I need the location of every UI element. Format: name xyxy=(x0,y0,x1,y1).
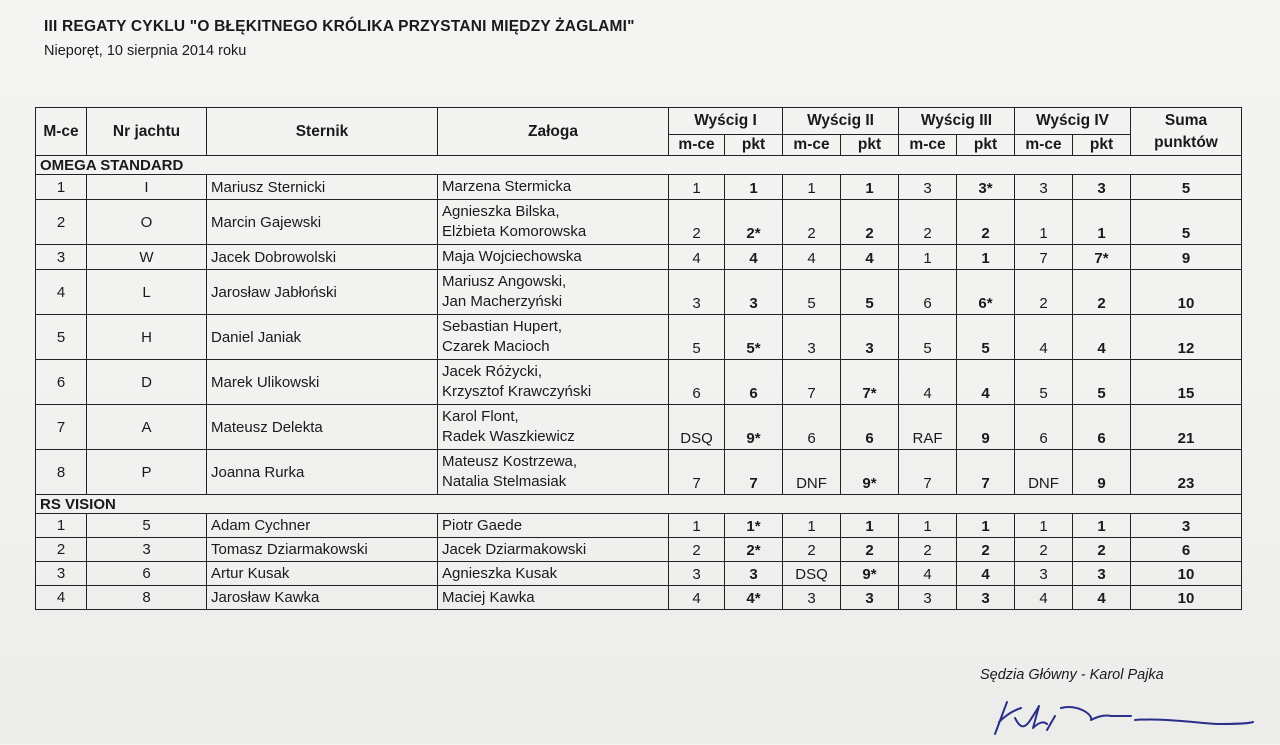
race-4-points-cell: 4 xyxy=(1073,586,1131,610)
subheader-race-points-1: pkt xyxy=(725,135,783,156)
crew-member: Piotr Gaede xyxy=(442,516,523,534)
race-4-place-cell: 6 xyxy=(1015,405,1073,450)
crew-member: Maja Wojciechowska xyxy=(442,248,582,265)
crew-member: Czarek Macioch xyxy=(442,338,550,355)
table-body xyxy=(36,156,1242,610)
race-2-place-cell: 1 xyxy=(783,175,841,200)
yacht-number-cell: 3 xyxy=(87,538,207,562)
race-3-place-cell: 1 xyxy=(899,514,957,538)
race-4-place-cell: 3 xyxy=(1015,175,1073,200)
col-header-crew: Załoga xyxy=(438,108,669,156)
crew-cell xyxy=(438,450,669,495)
total-points-cell: 5 xyxy=(1131,175,1242,200)
race-2-points-cell: 5 xyxy=(841,270,899,315)
subheader-race-points-3: pkt xyxy=(957,135,1015,156)
race-2-place-cell: 1 xyxy=(783,514,841,538)
crew-cell xyxy=(438,405,669,450)
race-4-points-cell: 3 xyxy=(1073,562,1131,586)
race-1-place-cell: 1 xyxy=(669,514,725,538)
yacht-number-cell: 8 xyxy=(87,586,207,610)
race-1-place-cell: 3 xyxy=(669,270,725,315)
crew-member: Jacek Różycki, xyxy=(442,363,543,380)
total-points-cell: 9 xyxy=(1131,245,1242,270)
skipper-cell: Mariusz Sternicki xyxy=(207,175,438,200)
subheader-race-place-3: m-ce xyxy=(899,135,957,156)
crew-member: Mariusz Angowski, xyxy=(442,273,567,290)
col-header-race-1: Wyścig I xyxy=(669,108,783,135)
chief-judge-label: Sędzia Główny - Karol Pajka xyxy=(980,667,1164,683)
table-row xyxy=(36,245,1242,270)
race-3-place-cell: 4 xyxy=(899,360,957,405)
race-1-points-cell: 7 xyxy=(725,450,783,495)
crew-member: Sebastian Hupert, xyxy=(442,318,563,335)
race-4-place-cell: 5 xyxy=(1015,360,1073,405)
subheader-race-place-2: m-ce xyxy=(783,135,841,156)
race-3-points-cell: 1 xyxy=(957,245,1015,270)
place-cell: 4 xyxy=(36,586,87,610)
crew-cell xyxy=(438,175,669,200)
col-header-yacht-no: Nr jachtu xyxy=(87,108,207,156)
race-3-points-cell: 9 xyxy=(957,405,1015,450)
yacht-number-cell: 5 xyxy=(87,514,207,538)
race-2-place-cell: 2 xyxy=(783,538,841,562)
race-2-points-cell: 3 xyxy=(841,586,899,610)
total-points-cell: 5 xyxy=(1131,200,1242,245)
crew-member: Marzena Stermicka xyxy=(442,178,572,195)
section-title: RS VISION xyxy=(36,495,1242,514)
skipper-cell: Jarosław Jabłoński xyxy=(207,270,438,315)
race-1-place-cell: 3 xyxy=(669,562,725,586)
race-2-place-cell: 6 xyxy=(783,405,841,450)
total-points-cell: 12 xyxy=(1131,315,1242,360)
race-1-points-cell: 1 xyxy=(725,175,783,200)
table-row xyxy=(36,562,1242,586)
crew-cell xyxy=(438,200,669,245)
col-header-skipper: Sternik xyxy=(207,108,438,156)
subheader-race-place-4: m-ce xyxy=(1015,135,1073,156)
race-3-points-cell: 5 xyxy=(957,315,1015,360)
place-cell: 1 xyxy=(36,514,87,538)
race-1-place-cell: 6 xyxy=(669,360,725,405)
table-row xyxy=(36,514,1242,538)
race-2-points-cell: 2 xyxy=(841,538,899,562)
race-1-points-cell: 1* xyxy=(725,514,783,538)
race-3-place-cell: RAF xyxy=(899,405,957,450)
race-3-points-cell: 2 xyxy=(957,538,1015,562)
place-cell: 2 xyxy=(36,200,87,245)
place-cell: 3 xyxy=(36,245,87,270)
crew-member: Natalia Stelmasiak xyxy=(442,473,567,490)
race-3-place-cell: 2 xyxy=(899,538,957,562)
race-4-points-cell: 5 xyxy=(1073,360,1131,405)
race-4-place-cell: 4 xyxy=(1015,586,1073,610)
race-3-points-cell: 6* xyxy=(957,270,1015,315)
yacht-number-cell: 6 xyxy=(87,562,207,586)
skipper-cell: Mateusz Delekta xyxy=(207,405,438,450)
place-cell: 2 xyxy=(36,538,87,562)
section-title: OMEGA STANDARD xyxy=(36,156,1242,175)
place-cell: 7 xyxy=(36,405,87,450)
table-row xyxy=(36,315,1242,360)
skipper-cell: Daniel Janiak xyxy=(207,315,438,360)
race-4-points-cell: 2 xyxy=(1073,270,1131,315)
race-4-points-cell: 1 xyxy=(1073,200,1131,245)
total-points-cell: 6 xyxy=(1131,538,1242,562)
race-2-points-cell: 2 xyxy=(841,200,899,245)
race-4-place-cell: 2 xyxy=(1015,538,1073,562)
race-3-points-cell: 3 xyxy=(957,586,1015,610)
yacht-number-cell: O xyxy=(87,200,207,245)
yacht-number-cell: D xyxy=(87,360,207,405)
race-3-points-cell: 2 xyxy=(957,200,1015,245)
race-2-place-cell: 5 xyxy=(783,270,841,315)
subheader-race-points-2: pkt xyxy=(841,135,899,156)
place-cell: 8 xyxy=(36,450,87,495)
table-row xyxy=(36,405,1242,450)
race-1-place-cell: 1 xyxy=(669,175,725,200)
skipper-cell: Adam Cychner xyxy=(207,514,438,538)
race-2-place-cell: 3 xyxy=(783,586,841,610)
crew-cell xyxy=(438,245,669,270)
race-3-points-cell: 1 xyxy=(957,514,1015,538)
total-points-cell: 3 xyxy=(1131,514,1242,538)
race-4-points-cell: 7* xyxy=(1073,245,1131,270)
col-header-place: M-ce xyxy=(36,108,87,156)
race-3-points-cell: 3* xyxy=(957,175,1015,200)
yacht-number-cell: A xyxy=(87,405,207,450)
race-1-place-cell: DSQ xyxy=(669,405,725,450)
skipper-cell: Artur Kusak xyxy=(207,562,438,586)
document-title: III REGATY CYKLU "O BŁĘKITNEGO KRÓLIKA PRZYSTANI MIĘDZY ŻAGLAMI" xyxy=(44,18,635,35)
race-1-points-cell: 4* xyxy=(725,586,783,610)
race-2-place-cell: 2 xyxy=(783,200,841,245)
skipper-cell: Marcin Gajewski xyxy=(207,200,438,245)
crew-member: Karol Flont, xyxy=(442,408,519,425)
race-1-points-cell: 2* xyxy=(725,200,783,245)
race-3-points-cell: 7 xyxy=(957,450,1015,495)
col-header-race-4: Wyścig IV xyxy=(1015,108,1131,135)
race-2-points-cell: 4 xyxy=(841,245,899,270)
race-2-points-cell: 6 xyxy=(841,405,899,450)
crew-cell xyxy=(438,562,669,586)
race-4-place-cell: 1 xyxy=(1015,200,1073,245)
race-1-points-cell: 9* xyxy=(725,405,783,450)
crew-member: Krzysztof Krawczyński xyxy=(442,383,592,400)
race-1-place-cell: 7 xyxy=(669,450,725,495)
crew-cell xyxy=(438,360,669,405)
table-row xyxy=(36,360,1242,405)
judge-signature xyxy=(985,696,1255,745)
race-1-points-cell: 3 xyxy=(725,562,783,586)
race-2-points-cell: 7* xyxy=(841,360,899,405)
total-points-cell: 10 xyxy=(1131,562,1242,586)
race-2-place-cell: 7 xyxy=(783,360,841,405)
total-points-cell: 23 xyxy=(1131,450,1242,495)
col-header-race-3: Wyścig III xyxy=(899,108,1015,135)
race-4-place-cell: 4 xyxy=(1015,315,1073,360)
race-4-place-cell: 1 xyxy=(1015,514,1073,538)
table-row xyxy=(36,270,1242,315)
race-4-points-cell: 1 xyxy=(1073,514,1131,538)
race-3-place-cell: 5 xyxy=(899,315,957,360)
crew-member: Radek Waszkiewicz xyxy=(442,428,575,445)
race-1-place-cell: 4 xyxy=(669,245,725,270)
race-4-points-cell: 2 xyxy=(1073,538,1131,562)
place-cell: 5 xyxy=(36,315,87,360)
crew-member: Mateusz Kostrzewa, xyxy=(442,453,578,470)
section-header-row xyxy=(36,156,1242,175)
race-3-place-cell: 3 xyxy=(899,586,957,610)
total-points-cell: 10 xyxy=(1131,586,1242,610)
race-4-place-cell: 3 xyxy=(1015,562,1073,586)
race-3-place-cell: 4 xyxy=(899,562,957,586)
crew-member: Jan Macherzyński xyxy=(442,293,563,310)
race-2-place-cell: 3 xyxy=(783,315,841,360)
crew-member: Maciej Kawka xyxy=(442,588,535,606)
race-2-points-cell: 9* xyxy=(841,562,899,586)
yacht-number-cell: H xyxy=(87,315,207,360)
race-1-place-cell: 2 xyxy=(669,200,725,245)
yacht-number-cell: P xyxy=(87,450,207,495)
crew-member: Agnieszka Kusak xyxy=(442,564,558,582)
section-header-row xyxy=(36,495,1242,514)
race-1-points-cell: 2* xyxy=(725,538,783,562)
race-4-points-cell: 9 xyxy=(1073,450,1131,495)
race-3-place-cell: 3 xyxy=(899,175,957,200)
race-1-points-cell: 5* xyxy=(725,315,783,360)
race-4-points-cell: 4 xyxy=(1073,315,1131,360)
table-row xyxy=(36,175,1242,200)
place-cell: 4 xyxy=(36,270,87,315)
race-2-points-cell: 9* xyxy=(841,450,899,495)
race-2-points-cell: 1 xyxy=(841,514,899,538)
race-4-points-cell: 6 xyxy=(1073,405,1131,450)
skipper-cell: Marek Ulikowski xyxy=(207,360,438,405)
skipper-cell: Jarosław Kawka xyxy=(207,586,438,610)
race-4-place-cell: 7 xyxy=(1015,245,1073,270)
race-2-points-cell: 3 xyxy=(841,315,899,360)
race-4-place-cell: 2 xyxy=(1015,270,1073,315)
race-2-place-cell: DNF xyxy=(783,450,841,495)
skipper-cell: Joanna Rurka xyxy=(207,450,438,495)
race-2-place-cell: 4 xyxy=(783,245,841,270)
place-cell: 3 xyxy=(36,562,87,586)
race-1-points-cell: 3 xyxy=(725,270,783,315)
col-header-sum-line2: punktów xyxy=(1154,133,1218,151)
subheader-race-place-1: m-ce xyxy=(669,135,725,156)
race-1-place-cell: 5 xyxy=(669,315,725,360)
race-2-points-cell: 1 xyxy=(841,175,899,200)
yacht-number-cell: I xyxy=(87,175,207,200)
results-table xyxy=(35,107,1242,610)
crew-cell xyxy=(438,586,669,610)
crew-cell xyxy=(438,315,669,360)
total-points-cell: 15 xyxy=(1131,360,1242,405)
total-points-cell: 10 xyxy=(1131,270,1242,315)
yacht-number-cell: L xyxy=(87,270,207,315)
skipper-cell: Tomasz Dziarmakowski xyxy=(207,538,438,562)
race-1-points-cell: 4 xyxy=(725,245,783,270)
race-3-place-cell: 1 xyxy=(899,245,957,270)
place-cell: 6 xyxy=(36,360,87,405)
crew-cell xyxy=(438,538,669,562)
race-3-place-cell: 2 xyxy=(899,200,957,245)
table-row xyxy=(36,200,1242,245)
crew-member: Agnieszka Bilska, xyxy=(442,203,560,220)
total-points-cell: 21 xyxy=(1131,405,1242,450)
crew-member: Elżbieta Komorowska xyxy=(442,223,587,240)
col-header-sum-line1: Suma xyxy=(1164,111,1208,129)
race-3-points-cell: 4 xyxy=(957,562,1015,586)
crew-member: Jacek Dziarmakowski xyxy=(442,540,587,558)
table-row xyxy=(36,450,1242,495)
table-row xyxy=(36,586,1242,610)
crew-cell xyxy=(438,270,669,315)
race-1-points-cell: 6 xyxy=(725,360,783,405)
race-3-place-cell: 7 xyxy=(899,450,957,495)
race-2-place-cell: DSQ xyxy=(783,562,841,586)
yacht-number-cell: W xyxy=(87,245,207,270)
race-3-points-cell: 4 xyxy=(957,360,1015,405)
table-row xyxy=(36,538,1242,562)
col-header-race-2: Wyścig II xyxy=(783,108,899,135)
skipper-cell: Jacek Dobrowolski xyxy=(207,245,438,270)
crew-cell xyxy=(438,514,669,538)
col-header-sum xyxy=(1131,108,1242,156)
race-3-place-cell: 6 xyxy=(899,270,957,315)
place-cell: 1 xyxy=(36,175,87,200)
race-4-place-cell: DNF xyxy=(1015,450,1073,495)
subheader-race-points-4: pkt xyxy=(1073,135,1131,156)
document-subtitle: Nieporęt, 10 sierpnia 2014 roku xyxy=(44,43,247,59)
table-header-row xyxy=(36,108,1242,135)
race-4-points-cell: 3 xyxy=(1073,175,1131,200)
race-1-place-cell: 2 xyxy=(669,538,725,562)
race-1-place-cell: 4 xyxy=(669,586,725,610)
